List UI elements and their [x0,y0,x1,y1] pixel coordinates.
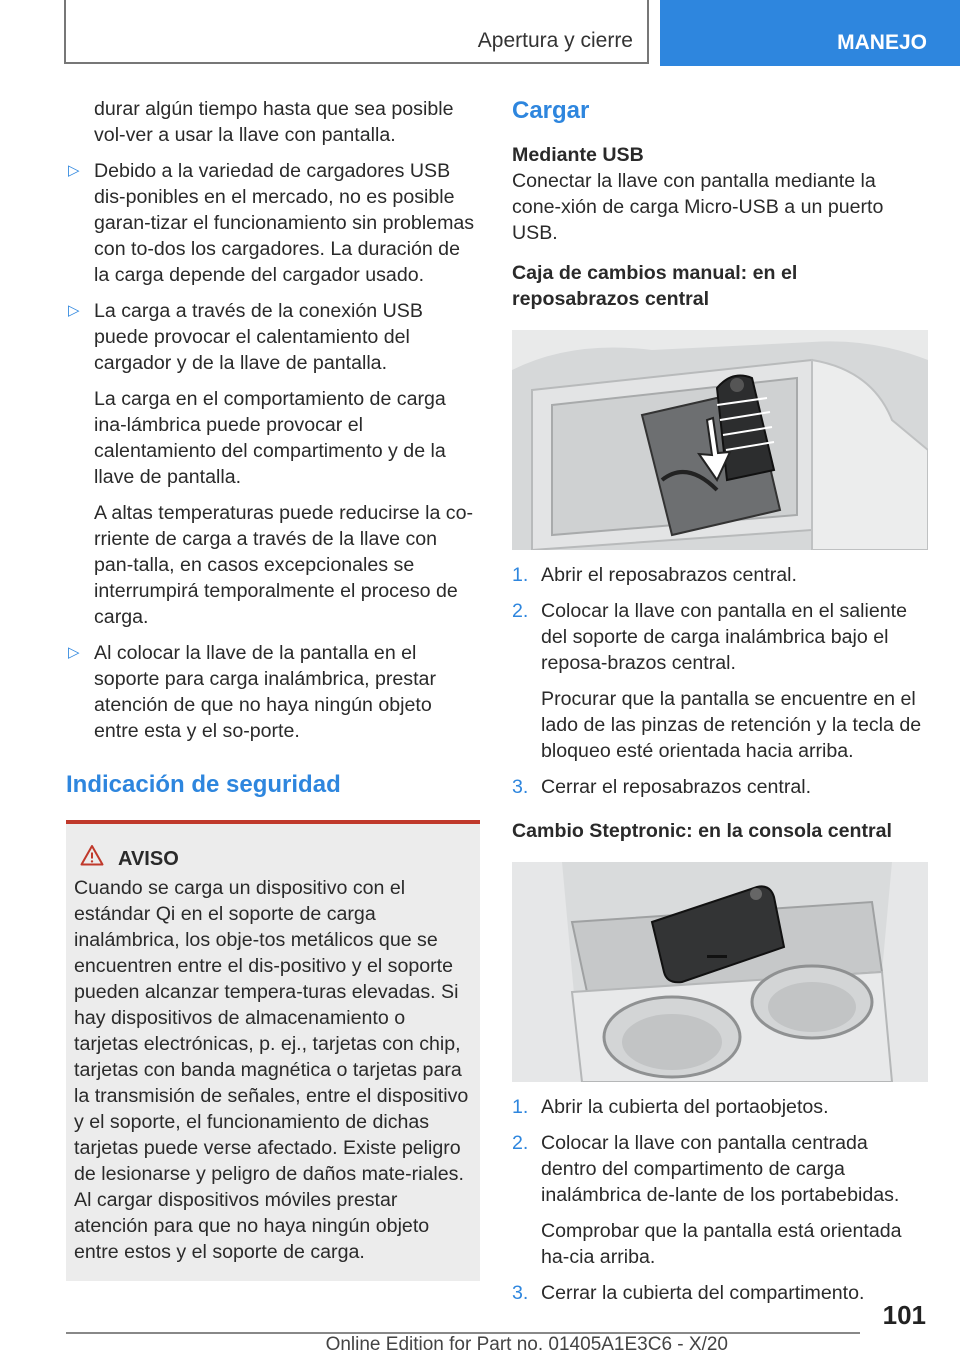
bullet-text: La carga a través de la conexión USB puede provocar el calentamiento del cargador y de la llave de pantalla. [94,300,423,374]
page-footer [0,1296,960,1362]
step-number: 1. [512,564,529,586]
step-note: Comprobar que la pantalla está orientada ha-cia arriba. [541,1220,902,1268]
right-column [512,96,928,1306]
page-header [0,0,960,66]
step-number: 3. [512,1282,529,1304]
step-text: Abrir el reposabrazos central. [541,564,797,586]
left-column [66,96,480,1281]
warning-title: AVISO [118,847,179,870]
list-item [512,562,928,588]
triangle-bullet-icon: ▷ [68,302,80,319]
step-text: Cerrar el reposabrazos central. [541,776,812,798]
chapter-title: MANEJO [837,31,927,54]
step-number: 2. [512,1132,529,1154]
bullet-item [66,158,480,288]
step-text: Colocar la llave con pantalla centrada dentro del compartimento de carga inalámbrica de-lante de los portabebidas. [541,1132,900,1206]
step-text: Abrir la cubierta del portaobjetos. [541,1096,829,1118]
triangle-bullet-icon: ▷ [68,644,80,661]
charging-heading: Cargar [512,97,590,124]
bullet-paragraph: A altas temperaturas puede reducirse la co-rriente de carga a través de la llave con pan-talla, en casos excepcionales se interrumpirá temporalmente el proceso de carga. [94,502,474,628]
bullet-text: Al colocar la llave de la pantalla en el soporte para carga inalámbrica, prestar atención de que no haya ningún objeto entre esta y el so-porte. [94,642,436,742]
step-text: Cerrar la cubierta del compartimento. [541,1282,865,1304]
step-number: 2. [512,600,529,622]
warning-text: Cuando se carga un dispositivo con el estándar Qi en el soporte de carga inalámbrica, los obje-tos metálicos que se encuentren entre el dis-positivo y el soporte pueden alcanzar tempera-turas elevadas. Si hay dispositivos de almacenamiento o tarjetas electrónicas, p. ej., tarjetas con chip, tarjetas con banda magnética o tarjetas para la transmisión de señales, entre el dispositivo y el soporte, el funcionamiento de dichas tarjetas puede verse afectado. Existe peligro de lesionarse y peligro de daños mate-riales. Al cargar dispositivos móviles prestar atención para que no haya ningún objeto entre estos y el soporte de carga. [74,877,469,1263]
bullet-item [66,298,480,630]
triangle-bullet-icon: ▷ [68,162,80,179]
step-note: Procurar que la pantalla se encuentre en el lado de las pinzas de retención y la tecla de bloqueo esté orientada hacia arriba. [541,688,922,762]
step-text: Colocar la llave con pantalla en el saliente del soporte de carga inalámbrica bajo el reposa-brazos central. [541,600,907,674]
safety-heading: Indicación de seguridad [66,771,341,798]
manual-gearbox-subheading: Caja de cambios manual: en el reposabrazos central [512,262,798,310]
console-charging-illustration [512,862,928,1082]
bullet-paragraph: La carga en el comportamiento de carga ina-lámbrica puede provocar el calentamiento del compartimento y de la llave de pantalla. [94,388,446,488]
bullet-text: Debido a la variedad de cargadores USB dis-ponibles en el mercado, no es posible garan-tizar el funcionamiento sin problemas con to-dos los cargadores. La duración de la carga depende del cargador usado. [94,160,475,286]
warning-triangle-icon [80,844,104,873]
armrest-charging-illustration [512,330,928,550]
page-number: 101 [882,1300,926,1330]
bullet-item [66,640,480,744]
steptronic-subheading: Cambio Steptronic: en la consola central [512,820,892,842]
list-item [512,1130,928,1270]
manual-steps-list [512,562,928,800]
chapter-tab [660,0,960,66]
list-item [512,774,928,800]
steptronic-steps-list [512,1094,928,1306]
edition-text: Online Edition for Part no. 01405A1E3C6 - X/20 [325,1334,728,1355]
warning-box [66,820,480,1281]
section-tab [64,0,649,64]
list-item [512,1094,928,1120]
usb-subheading: Mediante USB [512,144,644,166]
step-number: 1. [512,1096,529,1118]
continuation-text: durar algún tiempo hasta que sea posible vol-ver a usar la llave con pantalla. [94,98,454,146]
warning-title-row [80,844,472,873]
section-title: Apertura y cierre [477,29,633,52]
usb-text: Conectar la llave con pantalla mediante la cone-xión de carga Micro-USB a un puerto USB. [512,170,884,244]
list-item [512,598,928,764]
step-number: 3. [512,776,529,798]
